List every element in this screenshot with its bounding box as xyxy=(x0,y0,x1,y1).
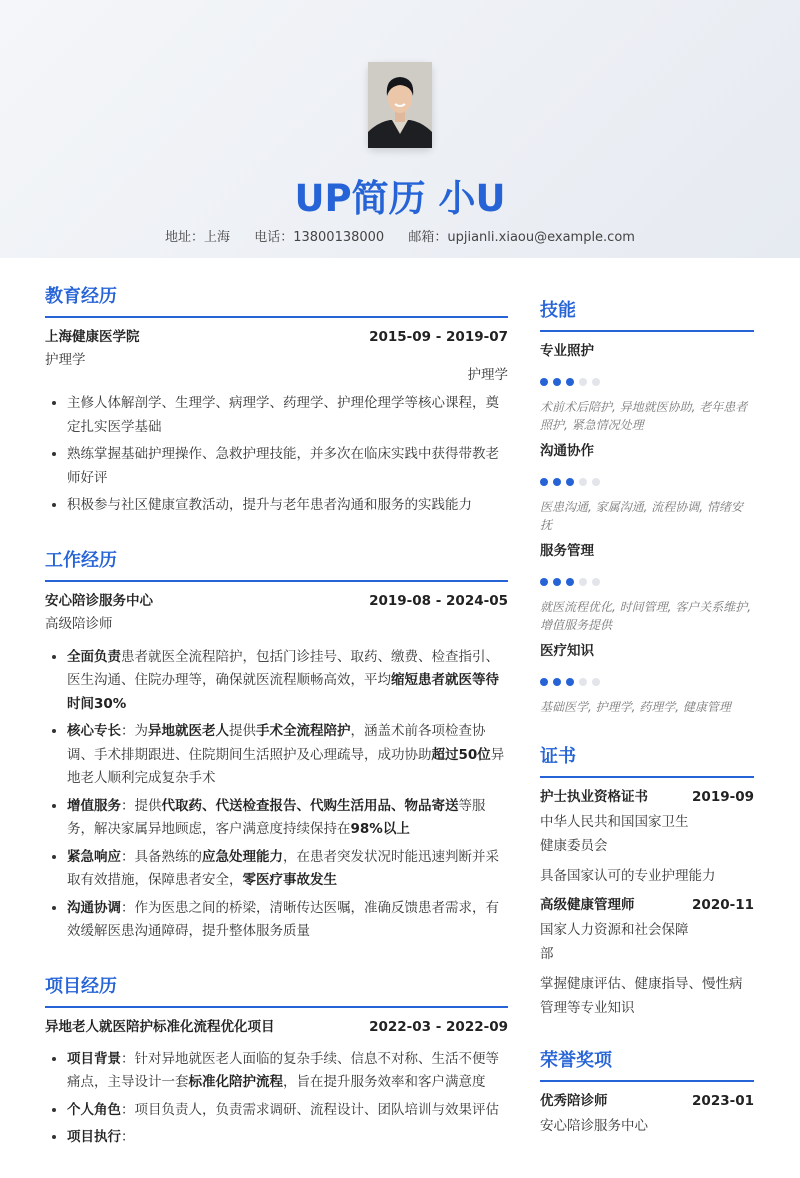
empty-dot-icon xyxy=(592,478,600,486)
empty-dot-icon xyxy=(579,478,587,486)
phone-value: 13800138000 xyxy=(293,230,385,245)
bullet-item xyxy=(67,795,508,842)
project-name: 异地老人就医陪护标准化流程优化项目 xyxy=(45,1018,275,1035)
skill-description: 术前术后陪护, 异地就医协助, 老年患者照护, 紧急情况处理 xyxy=(540,400,748,432)
section-title: 项目经历 xyxy=(45,972,508,1008)
bullet-item xyxy=(67,494,508,518)
skill-item xyxy=(540,440,754,534)
section-title: 技能 xyxy=(540,296,754,332)
empty-dot-icon xyxy=(592,678,600,686)
text: ，涵盖术前各项检查协调、手术排期跟进、住院期间生活照护及心理疏导，成功协助 xyxy=(67,723,486,763)
filled-dot-icon xyxy=(553,378,561,386)
empty-dot-icon xyxy=(579,578,587,586)
section-title: 工作经历 xyxy=(45,546,508,582)
text: ：项目负责人，负责需求调研、流程设计、团队培训与效果评估 xyxy=(121,1101,499,1118)
section-title: 荣誉奖项 xyxy=(540,1046,754,1082)
education-bullets xyxy=(45,392,508,518)
filled-dot-icon xyxy=(540,578,548,586)
filled-dot-icon xyxy=(566,578,574,586)
empty-dot-icon xyxy=(579,678,587,686)
filled-dot-icon xyxy=(553,478,561,486)
item-description: 具备国家认可的专业护理能力 xyxy=(540,868,716,884)
skill-description: 就医流程优化, 时间管理, 客户关系维护, 增值服务提供 xyxy=(540,600,752,632)
bullet-item xyxy=(67,646,508,717)
bold-text: 代取药、代送检查报告、代购生活用品、物品寄送 xyxy=(161,797,459,814)
filled-dot-icon xyxy=(540,378,548,386)
major-right: 护理学 xyxy=(467,367,508,383)
email-label: 邮箱： xyxy=(408,230,448,245)
skill-name: 沟通协作 xyxy=(540,443,594,459)
text: ：针对异地就医老人面临的复杂手续、信息不对称、生活不便等痛点，主导设计一套 xyxy=(67,1050,499,1090)
skills-section xyxy=(540,296,754,716)
bold-text: 项目背景 xyxy=(67,1050,121,1067)
skill-name: 服务管理 xyxy=(540,543,594,559)
address-label: 地址： xyxy=(165,230,205,245)
work-dates: 2019-08 - 2024-05 xyxy=(369,592,508,609)
text: ：作为医患之间的桥梁，清晰传达医嘱，准确反馈患者需求，有效缓解医患沟通障碍，提升整体服务质量 xyxy=(67,899,499,939)
bold-text: 缩短患者就医等待时间30% xyxy=(67,672,499,712)
bold-text: 手术全流程陪护 xyxy=(256,723,351,739)
filled-dot-icon xyxy=(566,478,574,486)
project-section xyxy=(45,972,508,1150)
certificates-section xyxy=(540,742,754,1020)
candidate-name: UP简历 小U xyxy=(294,177,506,220)
bold-text: 沟通协调 xyxy=(67,899,121,916)
bold-text: 超过50位 xyxy=(431,746,491,763)
text: ，旨在提升服务效率和客户满意度 xyxy=(283,1074,486,1090)
empty-dot-icon xyxy=(592,578,600,586)
item-description: 掌握健康评估、健康指导、慢性病管理等专业知识 xyxy=(540,976,743,1016)
empty-dot-icon xyxy=(592,378,600,386)
item-header xyxy=(540,786,754,808)
certificates-item xyxy=(540,786,754,888)
filled-dot-icon xyxy=(566,678,574,686)
left-column xyxy=(45,282,508,1178)
section-title: 教育经历 xyxy=(45,282,508,318)
bold-text: 增值服务 xyxy=(67,797,121,814)
address-value: 上海 xyxy=(204,230,231,245)
bullet-item xyxy=(67,392,508,439)
text: ：提供 xyxy=(121,797,162,814)
filled-dot-icon xyxy=(566,378,574,386)
text: 积极参与社区健康宣教活动，提升与老年患者沟通和服务的实践能力 xyxy=(67,497,472,513)
bullet-item xyxy=(67,897,508,944)
project-bullets xyxy=(45,1048,508,1150)
bullet-item xyxy=(67,443,508,490)
text: ，在患者突发状况时能迅速判断并采取有效措施，保障患者安全， xyxy=(67,848,499,888)
skill-name: 专业照护 xyxy=(540,343,594,359)
contact-info xyxy=(0,226,800,245)
filled-dot-icon xyxy=(553,678,561,686)
skill-item xyxy=(540,640,754,716)
empty-dot-icon xyxy=(579,378,587,386)
work-bullets xyxy=(45,646,508,944)
education-section xyxy=(45,282,508,518)
item-date: 2023-01 xyxy=(692,1093,754,1109)
item-issuer: 中华人民共和国国家卫生健康委员会 xyxy=(540,814,689,854)
text: ：为 xyxy=(121,723,148,739)
email-value: upjianli.xiaou@example.com xyxy=(447,230,635,245)
skill-level-rating xyxy=(540,378,754,386)
bold-text: 项目执行 xyxy=(67,1129,121,1145)
skill-description: 医患沟通, 家属沟通, 流程协调, 情绪安抚 xyxy=(540,500,743,532)
phone-label: 电话： xyxy=(254,230,294,245)
resume-header xyxy=(0,0,800,258)
bold-text: 应急处理能力 xyxy=(202,848,283,865)
skill-level-rating xyxy=(540,578,754,586)
item-header xyxy=(540,894,754,916)
bold-text: 全面负责 xyxy=(67,648,121,665)
bold-text: 零医疗事故发生 xyxy=(242,872,337,888)
certificates-item xyxy=(540,894,754,1020)
bold-text: 紧急响应 xyxy=(67,848,121,865)
awards-section xyxy=(540,1046,754,1138)
awards-item xyxy=(540,1090,754,1138)
filled-dot-icon xyxy=(540,678,548,686)
work-section xyxy=(45,546,508,944)
text: ：具备熟练的 xyxy=(121,848,202,865)
text: ： xyxy=(121,1129,135,1145)
item-name: 优秀陪诊师 xyxy=(540,1093,608,1109)
text: 异地老人顺利完成复杂手术 xyxy=(67,746,505,786)
bullet-item xyxy=(67,846,508,893)
filled-dot-icon xyxy=(540,478,548,486)
skill-name: 医疗知识 xyxy=(540,643,594,659)
bold-text: 个人角色 xyxy=(67,1101,121,1118)
bold-text: 核心专长 xyxy=(67,723,121,739)
right-column xyxy=(540,282,754,1178)
skill-level-rating xyxy=(540,478,754,486)
job-role: 高级陪诊师 xyxy=(45,615,113,632)
skill-item xyxy=(540,540,754,634)
profile-photo xyxy=(368,62,432,148)
bold-text: 98%以上 xyxy=(350,821,410,837)
item-date: 2020-11 xyxy=(692,897,754,913)
text: 提供 xyxy=(229,723,256,739)
bold-text: 标准化陪护流程 xyxy=(188,1074,283,1090)
bullet-item xyxy=(67,720,508,791)
item-name: 高级健康管理师 xyxy=(540,897,635,913)
item-issuer: 安心陪诊服务中心 xyxy=(540,1118,648,1134)
text: 熟练掌握基础护理操作、急救护理技能，并多次在临床实践中获得带教老师好评 xyxy=(67,446,499,486)
item-date: 2019-09 xyxy=(692,789,754,805)
company-name: 安心陪诊服务中心 xyxy=(45,592,153,609)
skill-level-rating xyxy=(540,678,754,686)
bullet-item xyxy=(67,1126,508,1150)
bullet-item xyxy=(67,1099,508,1123)
item-issuer: 国家人力资源和社会保障部 xyxy=(540,922,689,962)
skill-description: 基础医学, 护理学, 药理学, 健康管理 xyxy=(540,700,731,714)
section-title: 证书 xyxy=(540,742,754,778)
item-header xyxy=(540,1090,754,1112)
text: 等服务，解决家属异地顾虑，客户满意度持续保持在 xyxy=(67,797,486,837)
skill-item xyxy=(540,340,754,434)
school-name: 上海健康医学院 xyxy=(45,329,140,345)
item-name: 护士执业资格证书 xyxy=(540,789,648,805)
education-dates: 2015-09 - 2019-07 xyxy=(369,329,508,345)
filled-dot-icon xyxy=(553,578,561,586)
bullet-item xyxy=(67,1048,508,1095)
bold-text: 异地就医老人 xyxy=(148,723,229,739)
text: 患者就医全流程陪护，包括门诊挂号、取药、缴费、检查指引、医生沟通、住院办理等，确保就医流程顺畅高效，平均 xyxy=(67,648,499,688)
text: 主修人体解剖学、生理学、病理学、药理学、护理伦理学等核心课程，奠定扎实医学基础 xyxy=(67,395,499,435)
major: 护理学 xyxy=(45,352,86,368)
project-dates: 2022-03 - 2022-09 xyxy=(369,1018,508,1035)
